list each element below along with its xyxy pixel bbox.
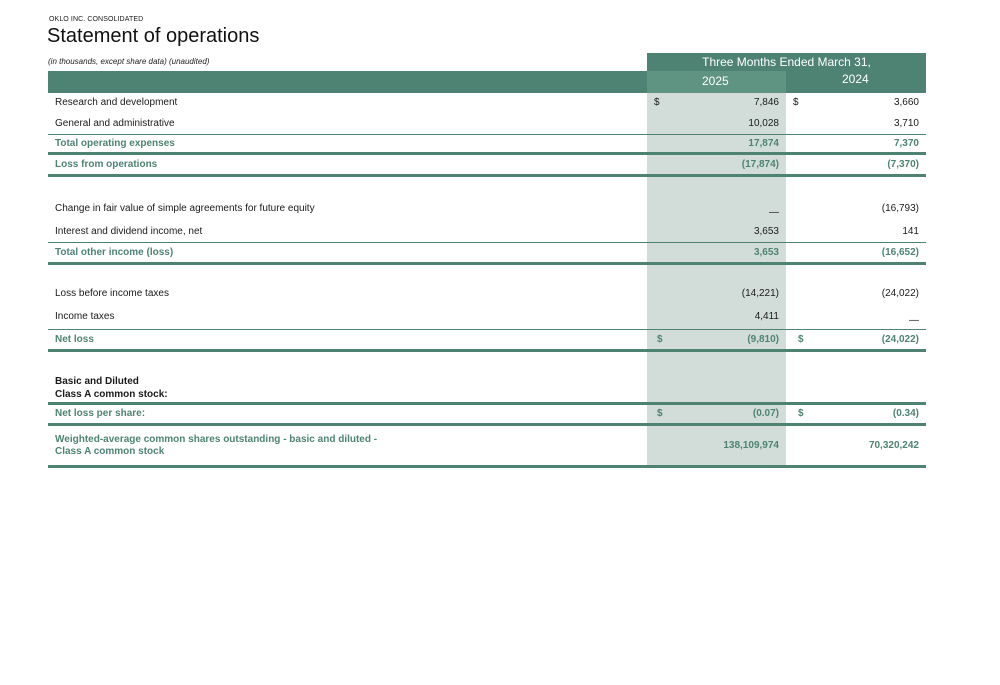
- row-label: Weighted-average common shares outstanding - basic and diluted -: [55, 434, 378, 445]
- value-2024: (7,370): [887, 159, 919, 170]
- company-name: OKLO INC. CONSOLIDATED: [49, 16, 144, 23]
- row-label: Change in fair value of simple agreements for future equity: [55, 203, 315, 214]
- value-2025: (17,874): [741, 159, 779, 170]
- value-2024: (24,022): [881, 288, 919, 299]
- row-label: Net loss: [55, 334, 94, 345]
- value-2024: 141: [902, 226, 919, 237]
- value-2025: 7,846: [753, 97, 779, 108]
- dollar-sign: $: [657, 408, 663, 419]
- section-label: Basic and Diluted: [55, 376, 139, 387]
- value-2025: —: [769, 207, 779, 218]
- value-2025: 4,411: [754, 311, 779, 322]
- value-2024: (16,793): [881, 203, 919, 214]
- dollar-sign: $: [657, 334, 663, 345]
- divider: [48, 402, 926, 405]
- value-2024: —: [909, 315, 919, 326]
- value-2025: 3,653: [753, 247, 779, 258]
- row-label: Class A common stock: [55, 446, 165, 457]
- value-2024: (0.34): [892, 408, 919, 419]
- value-2025: 3,653: [753, 226, 779, 237]
- divider: [48, 349, 926, 352]
- divider: [48, 174, 926, 177]
- divider: [48, 329, 926, 330]
- divider: [48, 465, 926, 468]
- row-label: Total operating expenses: [55, 138, 175, 149]
- value-2025: 17,874: [748, 138, 779, 149]
- row-label: General and administrative: [55, 118, 175, 129]
- value-2025: 138,109,974: [723, 440, 779, 451]
- dollar-sign: $: [793, 97, 799, 108]
- divider: [48, 152, 926, 155]
- value-2024: (24,022): [881, 334, 919, 345]
- units-note: (in thousands, except share data) (unaudited): [48, 57, 210, 66]
- year-2024-header: 2024: [842, 72, 869, 86]
- value-2024: 3,660: [893, 97, 919, 108]
- row-label: Net loss per share:: [55, 408, 146, 419]
- year-2025-header: 2025: [702, 74, 729, 88]
- row-label: Interest and dividend income, net: [55, 226, 203, 237]
- divider: [48, 262, 926, 265]
- row-label: Total other income (loss): [55, 247, 174, 258]
- dollar-sign: $: [654, 97, 660, 108]
- page-title: Statement of operations: [47, 25, 260, 47]
- table-header-bar: [48, 71, 926, 93]
- dollar-sign: $: [798, 334, 804, 345]
- section-label: Class A common stock:: [55, 389, 168, 400]
- divider: [48, 242, 926, 243]
- row-label: Research and development: [55, 97, 178, 108]
- value-2024: 7,370: [893, 138, 919, 149]
- value-2025: (14,221): [741, 288, 779, 299]
- value-2024: (16,652): [881, 247, 919, 258]
- period-header: Three Months Ended March 31,: [647, 53, 926, 71]
- value-2024: 70,320,242: [868, 440, 919, 451]
- dollar-sign: $: [798, 408, 804, 419]
- divider: [48, 423, 926, 426]
- row-label: Loss from operations: [55, 159, 158, 170]
- divider: [48, 134, 926, 135]
- value-2025: (0.07): [752, 408, 779, 419]
- value-2024: 3,710: [893, 118, 919, 129]
- row-label: Loss before income taxes: [55, 288, 169, 299]
- row-label: Income taxes: [55, 311, 115, 322]
- value-2025: 10,028: [748, 118, 779, 129]
- value-2025: (9,810): [747, 334, 779, 345]
